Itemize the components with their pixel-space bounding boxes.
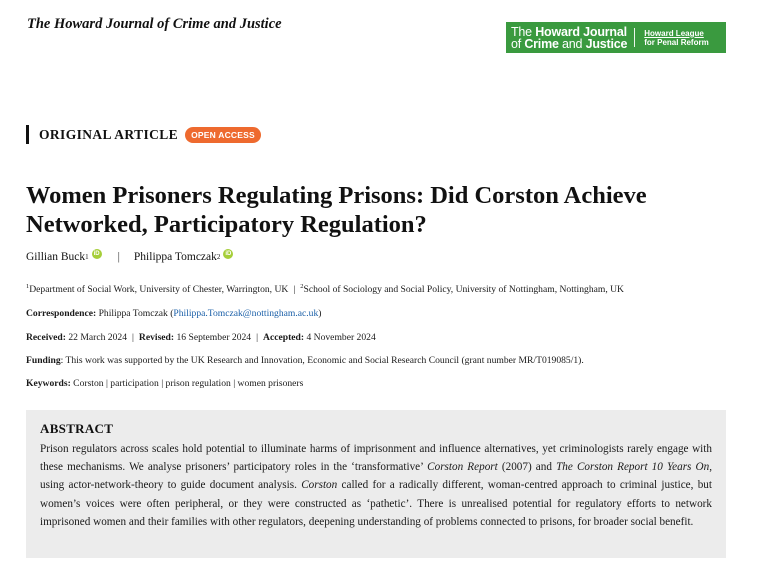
received-label: Received: <box>26 332 66 343</box>
abstract-heading: ABSTRACT <box>40 421 114 436</box>
logo-org-line: for Penal Reform <box>644 37 709 47</box>
journal-name: The Howard Journal of Crime and Justice <box>27 16 282 32</box>
logo-text: of <box>511 36 525 51</box>
logo-text: Justice <box>585 36 628 51</box>
date-separator: | <box>132 332 134 343</box>
article-title: Women Prisoners Regulating Prisons: Did Corston Achieve Networked, Participatory Regulation? <box>26 182 647 238</box>
funding-label: Funding <box>26 355 61 366</box>
affil-separator: | <box>293 284 296 296</box>
funding-text: : This work was supported by the UK Research and Innovation, Economic and Social Research Council (grant number MR/T019085/1). <box>60 355 584 366</box>
keyword-separator: | <box>105 378 108 389</box>
article-type-row <box>26 125 261 144</box>
abstract-italic-title: The Corston Report 10 Years On <box>556 461 710 474</box>
logo-text: and <box>558 36 586 51</box>
abstract-text-segment: called for a radically different, woman-centred approach to criminal justice, but women’s voices were often peripheral, or they were constructed as ‘pathetic’. There is unrealised potential for regulatory efforts to network imprisoned women and their families with other regulators, deepening understanding of problems connected to prisons, for broader social benefit. <box>40 479 712 528</box>
correspondence-label: Correspondence: <box>26 308 97 319</box>
type-marker-bar <box>26 125 29 144</box>
open-access-badge: OPEN ACCESS <box>185 127 261 143</box>
logo-text: Howard Journal <box>535 24 627 39</box>
keyword[interactable]: women prisoners <box>237 378 304 389</box>
date-separator: | <box>256 332 259 343</box>
revised-label: Revised: <box>138 332 175 343</box>
accepted-date: 4 November 2024 <box>306 332 376 343</box>
logo-journal-title <box>506 26 627 50</box>
abstract-text-segment: Prison regulators across scales hold potential to illuminate harms of imprisonment and influence alternatives, yet criminologists rarely engage with these mechanisms. We analyse prisoners’ participatory roles in the ‘transformative’ <box>40 443 712 474</box>
logo-org-line: Howard League <box>644 28 704 38</box>
revised-date: 16 September 2024 <box>176 332 252 343</box>
author-separator: | <box>117 251 120 263</box>
keyword-separator: | <box>161 378 164 389</box>
author-name[interactable]: Philippa Tomczak <box>133 251 217 263</box>
article-type-label: ORIGINAL ARTICLE <box>39 126 179 142</box>
keywords-label: Keywords: <box>26 378 71 389</box>
accepted-label: Accepted: <box>263 332 305 343</box>
abstract-text <box>40 440 712 531</box>
affil-number: 1 <box>26 283 30 290</box>
funding <box>26 355 746 366</box>
keyword-separator: | <box>233 378 236 389</box>
received-date: 22 March 2024 <box>68 332 127 343</box>
journal-logo[interactable] <box>506 22 726 53</box>
logo-text: The <box>511 24 536 39</box>
affiliation-text: Department of Social Work, University of Chester, Warrington, UK <box>29 284 289 296</box>
logo-divider <box>634 28 635 47</box>
affiliations <box>26 283 746 295</box>
keyword[interactable]: prison regulation <box>165 378 231 389</box>
correspondence: Correspondence: Philippa Tomczak (Philippa.Tomczak@nottingham.ac.uk) <box>26 308 322 319</box>
logo-text: Crime <box>524 36 559 51</box>
keywords <box>26 378 746 389</box>
author-name[interactable]: Gillian Buck <box>26 251 86 263</box>
abstract-text-segment: (2007) and <box>497 461 557 474</box>
keyword[interactable]: participation <box>110 378 159 389</box>
author-affil-marker: 2 <box>216 253 221 261</box>
abstract-text-segment: , using actor-network-theory to guide document analysis. <box>40 461 712 492</box>
author-list <box>26 251 233 263</box>
logo-org-name <box>644 29 708 47</box>
orcid-icon[interactable]: iD <box>225 251 232 257</box>
keyword[interactable]: Corston <box>73 378 104 389</box>
affiliation-text: School of Sociology and Social Policy, University of Nottingham, Nottingham, UK <box>303 284 624 296</box>
abstract-italic-title: Corston Report <box>427 461 498 474</box>
orcid-icon[interactable]: iD <box>93 251 100 257</box>
correspondence-email-link[interactable]: Philippa.Tomczak@nottingham.ac.uk <box>173 308 319 319</box>
abstract-box <box>26 410 726 558</box>
affil-number: 2 <box>300 283 304 290</box>
abstract-italic-title: Corston <box>301 479 338 492</box>
history-dates <box>26 332 746 343</box>
author-affil-marker: 1 <box>85 253 89 261</box>
correspondence-name: Philippa Tomczak <box>98 308 168 319</box>
